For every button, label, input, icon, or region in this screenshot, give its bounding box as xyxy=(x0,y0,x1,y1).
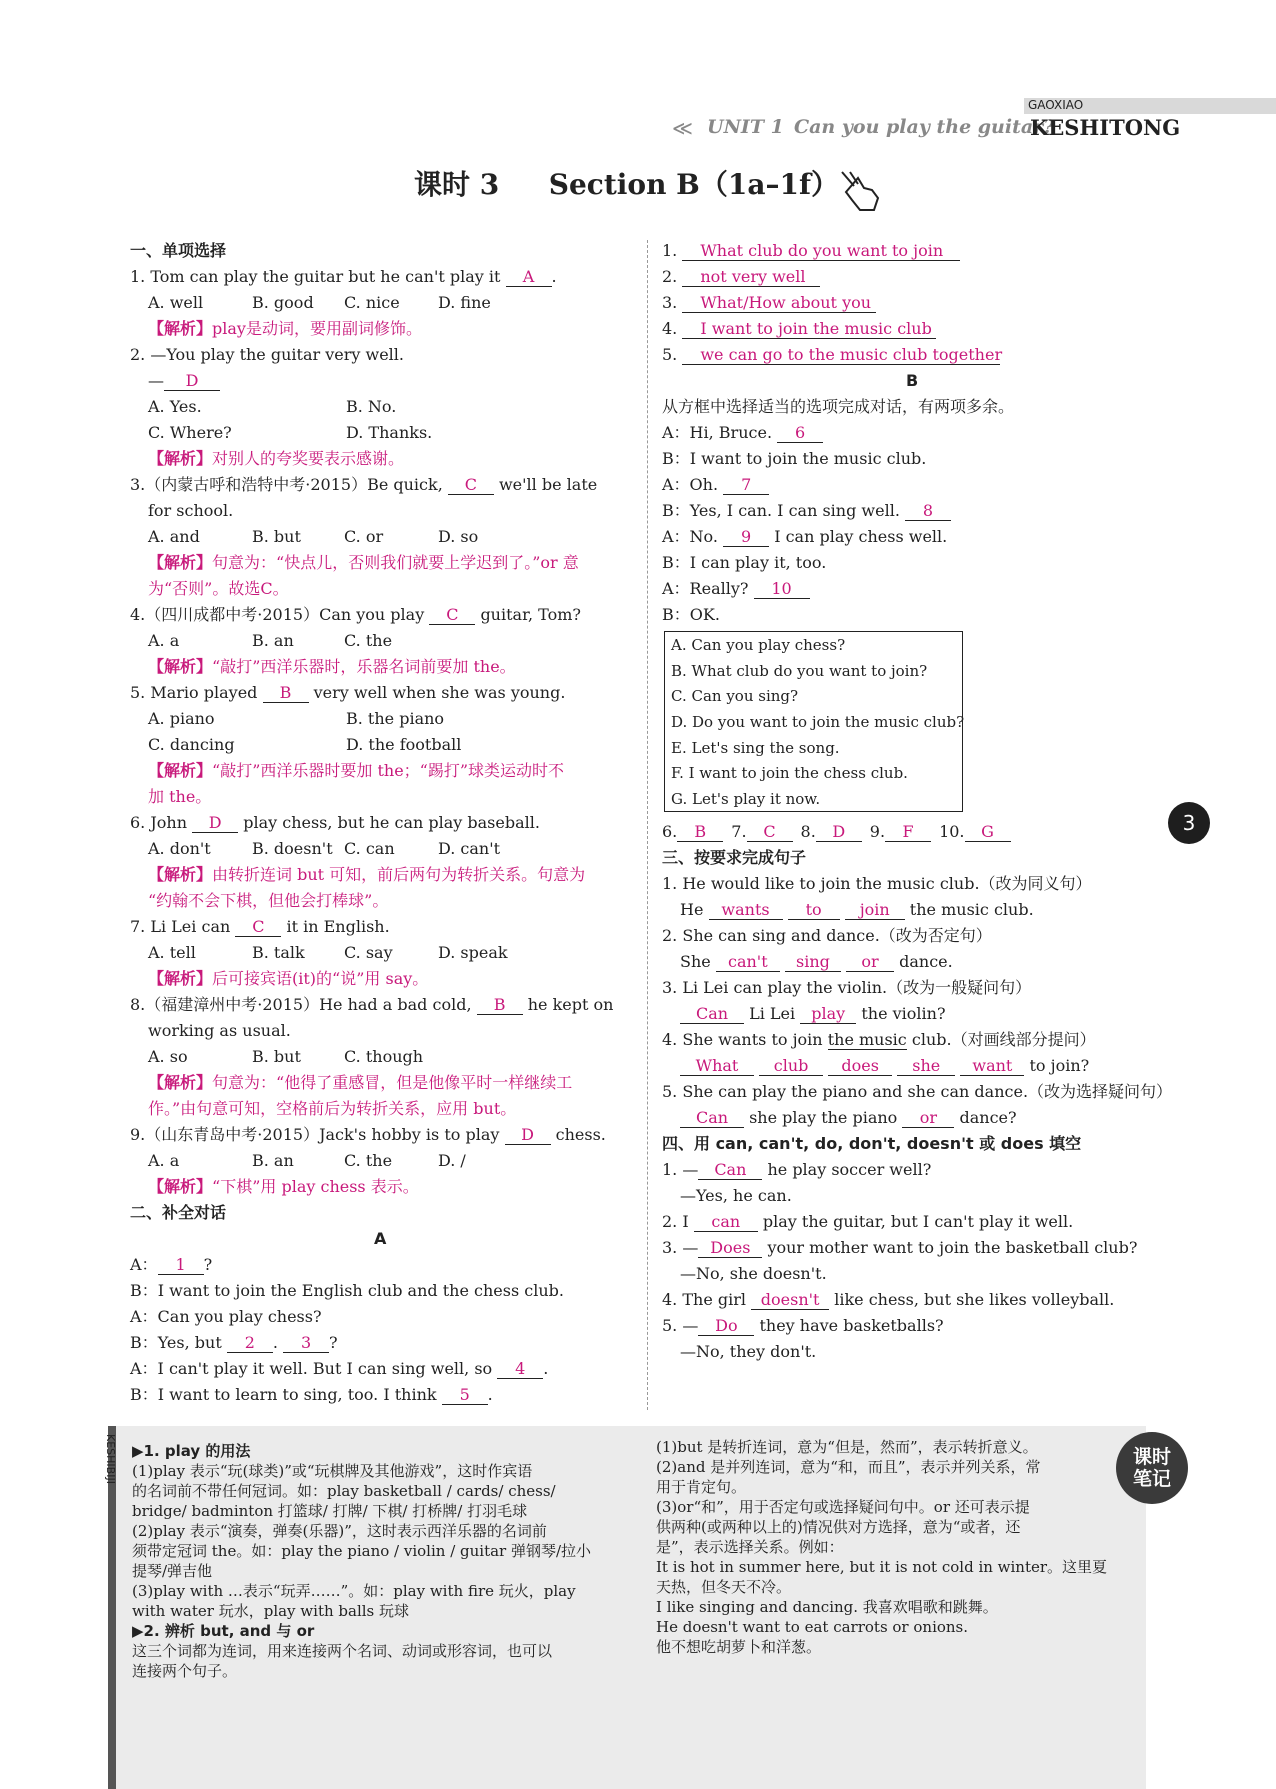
p4-q1: 1. — Can he play soccer well? xyxy=(662,1160,932,1179)
q8-analysis-2: 作。”由句意可知，空格前后为转折关系，应用 but。 xyxy=(148,1099,517,1118)
option-g: G. Let's play it now. xyxy=(671,790,821,808)
dialog-b-line1: A：Hi, Bruce. 6 xyxy=(662,423,823,443)
q9-stem: 9.（山东青岛中考·2015）Jack's hobby is to play D chess. xyxy=(130,1125,606,1144)
notes-left-line-10: 这三个词都为连词，用来连接两个名词、动词或形容词，也可以 xyxy=(132,1642,553,1660)
q7-options: A. tell B. talk C. say D. speak xyxy=(148,943,508,962)
q5-options-1: A. piano B. the piano xyxy=(148,709,445,728)
q4-answer: C xyxy=(429,606,475,625)
option-e: E. Let's sing the song. xyxy=(671,739,840,757)
a-answer-4: 4. I want to join the music club xyxy=(662,319,936,339)
notes-right-line-10: 他不想吃胡萝卜和洋葱。 xyxy=(656,1638,822,1656)
q7-answer: C xyxy=(235,918,281,937)
lesson-title xyxy=(414,163,839,203)
notes-right-line-9: He doesn't want to eat carrots or onions. xyxy=(656,1618,969,1636)
q2-stem: 2. —You play the guitar very well. xyxy=(130,345,404,364)
dialog-b-line4: B：Yes, I can. I can sing well. 8 xyxy=(662,501,951,521)
p3-q1-answer: He wants to join the music club. xyxy=(680,900,1034,919)
notes-left-line-2: 的名词前不带任何冠词。如：play basketball / cards/ chess/ xyxy=(132,1482,556,1500)
option-a: A. Can you play chess? xyxy=(671,636,846,654)
header-brand-small: GAOXIAO xyxy=(1028,98,1084,112)
b-answers: 6. B 7. C 8. D 9. F 10. G xyxy=(662,822,1011,842)
p4-q3: 3. — Does your mother want to join the basketball club? xyxy=(662,1238,1138,1257)
q8-options: A. so B. but C. though xyxy=(148,1047,424,1066)
notes-right-line-2: 用于肯定句。 xyxy=(656,1478,747,1496)
notes-right-line-7: 天热，但冬天不冷。 xyxy=(656,1578,792,1596)
q8-answer: B xyxy=(477,996,523,1015)
q6-options: A. don't B. doesn't C. can D. can't xyxy=(148,839,501,858)
q3-stem: 3.（内蒙古呼和浩特中考·2015）Be quick, C we'll be late xyxy=(130,475,598,494)
dialog-a-line4: B：Yes, but 2 . 3 ? xyxy=(130,1333,338,1352)
dialog-b-line5: A：No. 9 I can play chess well. xyxy=(662,527,948,546)
q9-options: A. a B. an C. the D. / xyxy=(148,1151,466,1170)
notes-left-line-11: 连接两个句子。 xyxy=(132,1662,238,1680)
part3-title: 三、按要求完成句子 xyxy=(662,848,807,867)
a-answer-2: 2. not very well xyxy=(662,267,820,287)
q8-stem-cont: working as usual. xyxy=(148,1021,291,1040)
q2-answer: D xyxy=(164,372,220,391)
a-answer-5: 5. we can go to the music club together xyxy=(662,345,1003,364)
dialog-a-label: A xyxy=(374,1229,387,1248)
p3-q1: 1. He would like to join the music club.（改为同义句） xyxy=(662,874,1092,893)
dialog-b-line8: B：OK. xyxy=(662,605,720,624)
q7-analysis: 【解析】后可接宾语(it)的“说”用 say。 xyxy=(148,969,429,988)
notes-badge-text: 课时笔记 xyxy=(1132,1446,1171,1490)
q4-analysis: 【解析】“敲打”西洋乐器时，乐器名词前要加 the。 xyxy=(148,657,516,676)
pointing-hand-icon xyxy=(836,168,884,214)
option-d: D. Do you want to join the music club? xyxy=(671,713,965,731)
dialog-a-line3: A：Can you play chess? xyxy=(130,1307,322,1326)
a-answer-1: 1. What club do you want to join xyxy=(662,241,960,261)
q1-stem: 1. Tom can play the guitar but he can't play it A . xyxy=(130,267,557,286)
notes-right-line-6: It is hot in summer here, but it is not cold in winter。这里夏 xyxy=(656,1558,1108,1576)
q9-answer: D xyxy=(505,1126,551,1145)
p3-q5-answer: Can she play the piano or dance? xyxy=(680,1108,1017,1128)
notes-left-line-6: 提琴/弹吉他 xyxy=(132,1562,213,1580)
dialog-b-line3: A：Oh. 7 xyxy=(662,475,769,495)
p3-q5: 5. She can play the piano and she can dance.（改为选择疑问句） xyxy=(662,1082,1173,1101)
notes-left-line-5: 须带定冠词 the。如：play the piano / violin / guitar 弹钢琴/拉小 xyxy=(132,1542,592,1560)
q1-answer: A xyxy=(506,268,552,287)
q7-stem: 7. Li Lei can C it in English. xyxy=(130,917,390,936)
p3-q2-answer: She can't sing or dance. xyxy=(680,952,953,971)
notes-right-line-4: 供两种(或两种以上的)情况供对方选择，意为“或者，还 xyxy=(656,1518,1021,1536)
q4-stem: 4.（四川成都中考·2015）Can you play C guitar, Tom? xyxy=(130,605,581,624)
underlined-phrase: the music xyxy=(827,1030,907,1049)
q5-answer: B xyxy=(263,684,309,703)
dialog-a-line2: B：I want to join the English club and the chess club. xyxy=(130,1281,564,1300)
p4-q3-reply: —No, she doesn't. xyxy=(680,1264,827,1283)
p4-q2: 2. I can play the guitar, but I can't play it well. xyxy=(662,1212,1074,1231)
notes-left-line-0: ▶1. play 的用法 xyxy=(132,1442,251,1460)
q8-analysis-1: 【解析】句意为：“他得了重感冒，但是他像平时一样继续工 xyxy=(148,1073,573,1092)
notes-left-line-4: (2)play 表示“演奏，弹奏(乐器)”，这时表示西洋乐器的名词前 xyxy=(132,1522,547,1540)
q1-options: A. well B. good C. nice D. fine xyxy=(148,293,491,312)
p4-q1-reply: —Yes, he can. xyxy=(680,1186,792,1205)
header-arrows-icon: ≪ xyxy=(672,116,693,140)
q2-answer-line: — D xyxy=(148,371,220,391)
dialog-b-line7: A：Really? 10 xyxy=(662,579,810,599)
q1-analysis: 【解析】play是动词，要用副词修饰。 xyxy=(148,319,422,338)
notes-panel xyxy=(104,1426,1146,1789)
p3-q3: 3. Li Lei can play the violin.（改为一般疑问句） xyxy=(662,978,1032,997)
dialog-a-line6: B：I want to learn to sing, too. I think 5 . xyxy=(130,1385,493,1404)
q3-answer: C xyxy=(448,476,494,495)
q3-analysis-1: 【解析】句意为：“快点儿，否则我们就要上学迟到了。”or 意 xyxy=(148,553,579,572)
q5-stem: 5. Mario played B very well when she was young. xyxy=(130,683,566,702)
p4-q5: 5. — Do they have basketballs? xyxy=(662,1316,944,1335)
dialog-b-label: B xyxy=(906,371,919,390)
q5-analysis-1: 【解析】“敲打”西洋乐器时要加 the；“踢打”球类运动时不 xyxy=(148,761,565,780)
q2-options-2: C. Where? D. Thanks. xyxy=(148,423,433,442)
notes-right-line-8: I like singing and dancing. 我喜欢唱歌和跳舞。 xyxy=(656,1598,998,1616)
notes-left-line-3: bridge/ badminton 打篮球/ 打牌/ 下棋/ 打桥牌/ 打羽毛球 xyxy=(132,1502,528,1520)
q5-options-2: C. dancing D. the football xyxy=(148,735,462,754)
option-b: B. What club do you want to join? xyxy=(671,662,928,680)
options-box xyxy=(664,631,963,812)
lesson-number: 课时 3 xyxy=(414,168,500,201)
notes-left-line-7: (3)play with …表示“玩弄……”。如：play with fire 玩火，play xyxy=(132,1582,576,1600)
dialog-a-line5: A：I can't play it well. But I can sing well, so 4 . xyxy=(130,1359,549,1378)
notes-right-line-1: (2)and 是并列连词，意为“和，而且”，表示并列关系，常 xyxy=(656,1458,1041,1476)
part4-title: 四、用 can, can't, do, don't, doesn't 或 does 填空 xyxy=(662,1134,1082,1153)
section-label: Section B（1a–1f） xyxy=(548,168,839,201)
option-c: C. Can you sing? xyxy=(671,687,799,705)
p3-q3-answer: Can Li Lei play the violin? xyxy=(680,1004,946,1024)
p4-q4: 4. The girl doesn't like chess, but she likes volleyball. xyxy=(662,1290,1115,1309)
notes-left-line-1: (1)play 表示“玩(球类)”或“玩棋牌及其他游戏”，这时作宾语 xyxy=(132,1462,533,1480)
q6-stem: 6. John D play chess, but he can play baseball. xyxy=(130,813,540,832)
notes-left-line-8: with water 玩水，play with balls 玩球 xyxy=(132,1602,410,1620)
p3-q2: 2. She can sing and dance.（改为否定句） xyxy=(662,926,992,945)
part2-title: 二、补全对话 xyxy=(130,1203,227,1222)
header-brand: KESHITONG xyxy=(1030,115,1181,140)
notes-side-label: KESHIBIJI xyxy=(104,1434,117,1484)
q9-analysis: 【解析】“下棋”用 play chess 表示。 xyxy=(148,1177,419,1196)
column-divider xyxy=(647,240,648,1410)
part1-title: 一、单项选择 xyxy=(130,241,227,260)
q5-analysis-2: 加 the。 xyxy=(148,787,212,806)
q4-options: A. a B. an C. the xyxy=(148,631,393,650)
dialog-b-line6: B：I can play it, too. xyxy=(662,553,827,572)
dialog-b-instruction: 从方框中选择适当的选项完成对话，有两项多余。 xyxy=(662,397,1015,416)
q3-options: A. and B. but C. or D. so xyxy=(148,527,479,546)
notes-right-line-3: (3)or“和”，用于否定句或选择疑问句中。or 还可表示提 xyxy=(656,1498,1030,1516)
header-unit: UNIT 1 xyxy=(707,116,784,138)
dialog-a-line1: A： 1 ? xyxy=(130,1255,213,1274)
q6-answer: D xyxy=(192,814,238,833)
q8-stem: 8.（福建漳州中考·2015）He had a bad cold, B he kept on xyxy=(130,995,614,1014)
q6-analysis-1: 【解析】由转折连词 but 可知，前后两句为转折关系。句意为 xyxy=(148,865,586,884)
q3-stem-cont: for school. xyxy=(148,501,234,520)
header-unit-title: Can you play the guitar? xyxy=(794,116,1055,138)
p3-q4: 4. She wants to join the music club.（对画线部分提问） xyxy=(662,1030,1096,1049)
dialog-b-line2: B：I want to join the music club. xyxy=(662,449,927,468)
notes-left-line-9: ▶2. 辨析 but, and 与 or xyxy=(132,1622,315,1640)
p3-q4-answer: What club does she want to join? xyxy=(680,1056,1089,1076)
q2-analysis: 【解析】对别人的夸奖要表示感谢。 xyxy=(148,449,405,468)
q6-analysis-2: “约翰不会下棋，但他会打棒球”。 xyxy=(148,891,389,910)
page-number-badge: 3 xyxy=(1168,802,1210,844)
notes-badge xyxy=(1116,1432,1188,1504)
a-answer-3: 3. What/How about you xyxy=(662,293,876,313)
notes-right-line-0: (1)but 是转折连词，意为“但是，然而”，表示转折意义。 xyxy=(656,1438,1038,1456)
notes-right-line-5: 是”，表示选择关系。例如： xyxy=(656,1538,844,1556)
q2-options-1: A. Yes. B. No. xyxy=(148,397,397,416)
p4-q5-reply: —No, they don't. xyxy=(680,1342,817,1361)
option-f: F. I want to join the chess club. xyxy=(671,764,908,782)
q3-analysis-2: 为“否则”。故选C。 xyxy=(148,579,289,598)
